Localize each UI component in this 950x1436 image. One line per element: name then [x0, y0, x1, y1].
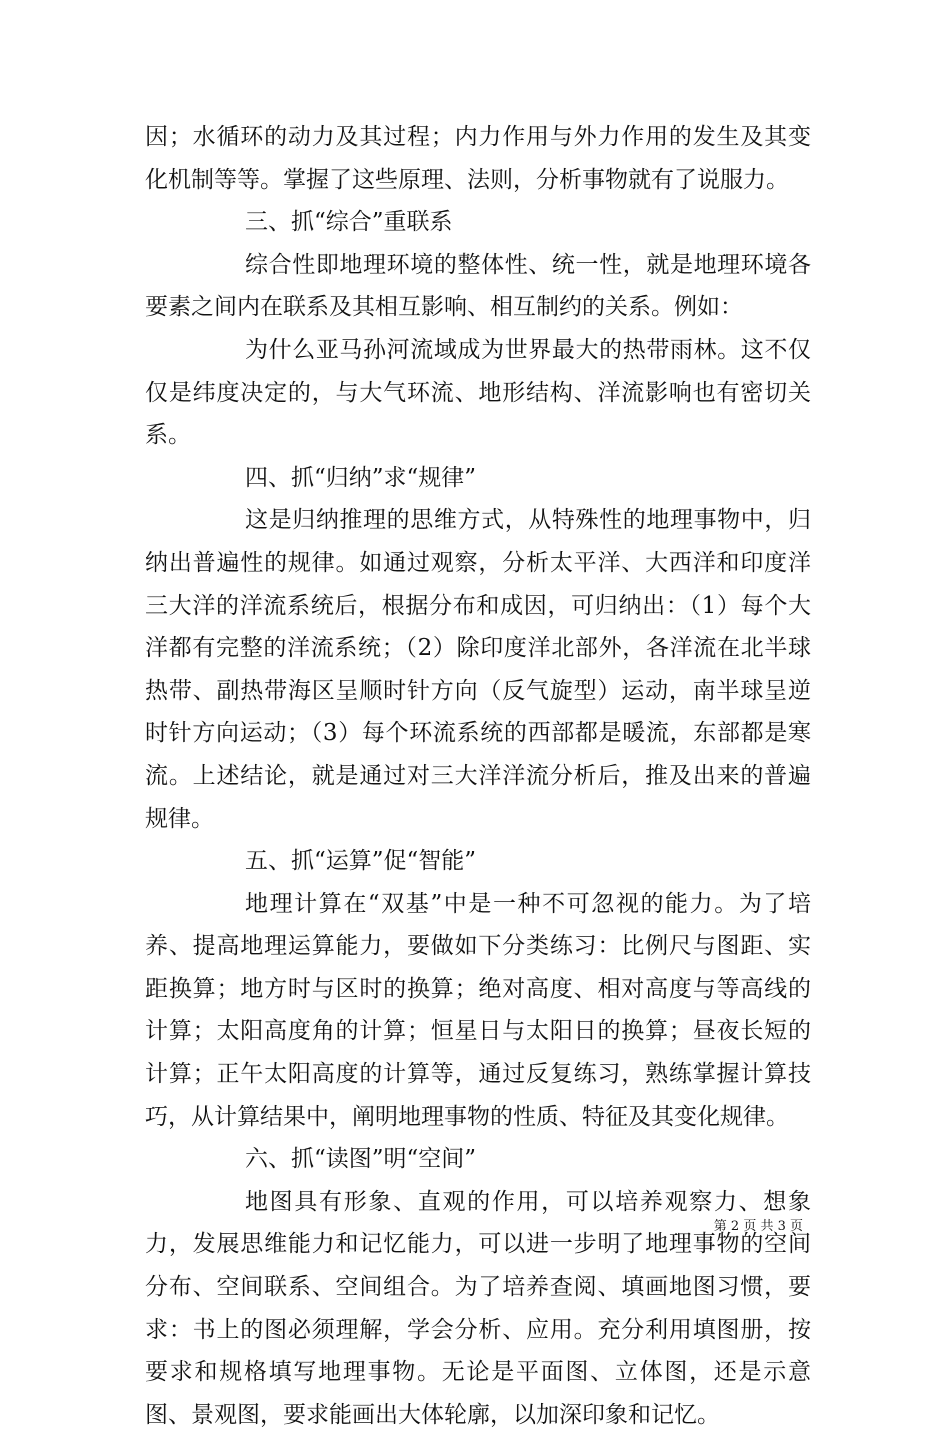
document-body — [145, 116, 811, 1436]
paragraph-continued-principles: 因；水循环的动力及其过程；内力作用与外力作用的发生及其变化机制等等。掌握了这些原理、法则，分析事物就有了说服力。 — [145, 124, 811, 193]
heading-section-5: 五、抓“运算”促“智能” — [245, 848, 477, 875]
paragraph-comprehensiveness: 综合性即地理环境的整体性、统一性，就是地理环境各要素之间内在联系及其相互影响、相互制约的关系。例如： — [145, 251, 811, 321]
page-number-footer: 第 2 页 共 3 页 — [713, 1219, 803, 1234]
paragraph-induction: 这是归纳推理的思维方式，从特殊性的地理事物中，归纳出普遍性的规律。如通过观察，分析太平洋、大西洋和印度洋三大洋的洋流系统后，根据分布和成因，可归纳出：（1）每个大洋都有完整的洋流系统；（2）除印度洋北部外，各洋流在北半球热带、副热带海区呈顺时针方向（反气旋型）运动，南半球呈逆时针方向运动；（3）每个环流系统的西部都是暖流，东部都是寒流。上述结论，就是通过对三大洋洋流分析后，推及出来的普遍规律。 — [145, 507, 811, 832]
heading-section-6: 六、抓“读图”明“空间” — [245, 1146, 477, 1173]
paragraph-calculation: 地理计算在“双基”中是一种不可忽视的能力。为了培养、提高地理运算能力，要做如下分类练习：比例尺与图距、实距换算；地方时与区时的换算；绝对高度、相对高度与等高线的计算；太阳高度角的计算；恒星日与太阳日的换算；昼夜长短的计算；正午太阳高度的计算等，通过反复练习，熟练掌握计算技巧，从计算结果中，阐明地理事物的性质、特征及其变化规律。 — [145, 890, 811, 1130]
paragraph-map-reading: 地图具有形象、直观的作用，可以培养观察力、想象力，发展思维能力和记忆能力，可以进一步明了地理事物的空间分布、空间联系、空间组合。为了培养查阅、填画地图习惯，要求：书上的图必须理解，学会分析、应用。充分利用填图册，按要求和规格填写地理事物。无论是平面图、立体图，还是示意图、景观图，要求能画出大体轮廓，以加深印象和记忆。 — [145, 1188, 811, 1428]
paragraph-amazon-example: 为什么亚马孙河流域成为世界最大的热带雨林。这不仅仅是纬度决定的，与大气环流、地形结构、洋流影响也有密切关系。 — [145, 336, 811, 449]
heading-section-4: 四、抓“归纳”求“规律” — [245, 464, 477, 491]
heading-section-3: 三、抓“综合”重联系 — [245, 209, 453, 236]
